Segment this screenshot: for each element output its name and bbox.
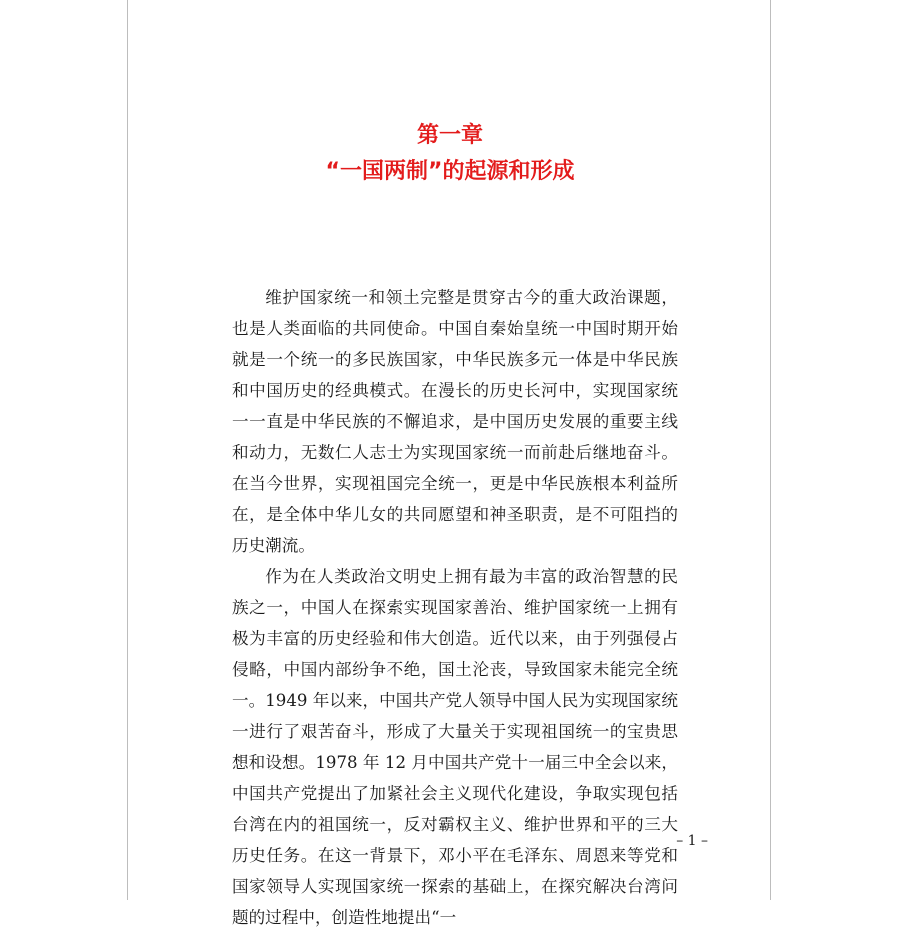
book-page: [127, 0, 771, 927]
paragraph-2: 作为在人类政治文明史上拥有最为丰富的政治智慧的民族之一，中国人在探索实现国家善治、维护国家统一上拥有极为丰富的历史经验和伟大创造。近代以来，由于列强侵占侵略，中国内部纷争不绝，国土沦丧，导致国家未能完全统一。1949 年以来，中国共产党人领导中国人民为实现国家统一进行了艰苦奋斗，形成了大量关于实现祖国统一的宝贵思想和设想。1978 年 12 月中国共产党十一届三中全会以来，中国共产党提出了加紧社会主义现代化建设，争取实现包括台湾在内的祖国统一，反对霸权主义、维护世界和平的三大历史任务。在这一背景下，邓小平在毛泽东、周恩来等党和国家领导人实现国家统一探索的基础上，在探究解决台湾问题的过程中，创造性地提出“一: [232, 567, 678, 927]
chapter-heading: [128, 118, 772, 190]
chapter-title: “一国两制”的起源和形成: [325, 159, 575, 184]
page-number: – 1 –: [676, 833, 708, 849]
chapter-number: 第一章: [416, 123, 483, 148]
chapter-body: [232, 282, 678, 933]
paragraph-1: 维护国家统一和领土完整是贯穿古今的重大政治课题，也是人类面临的共同使命。中国自秦始皇统一中国时期开始就是一个统一的多民族国家，中华民族多元一体是中华民族和中国历史的经典模式。在漫长的历史长河中，实现国家统一一直是中华民族的不懈追求，是中国历史发展的重要主线和动力，无数仁人志士为实现国家统一而前赴后继地奋斗。在当今世界，实现祖国完全统一，更是中华民族根本利益所在，是全体中华儿女的共同愿望和神圣职责，是不可阻挡的历史潮流。: [232, 288, 678, 555]
